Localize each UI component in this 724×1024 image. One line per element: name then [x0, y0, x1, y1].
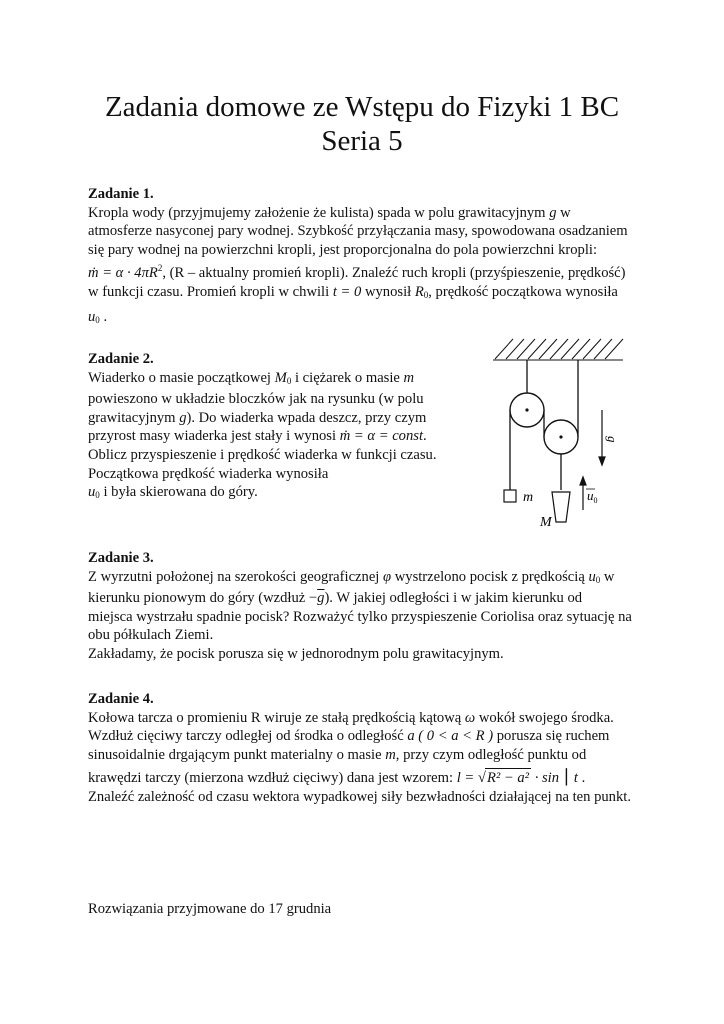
- ceiling: [493, 339, 623, 360]
- pulley-diagram: [490, 330, 640, 535]
- label-M: M: [540, 515, 552, 530]
- task-2-line: Początkowa prędkość wiaderka wynosiła: [88, 465, 329, 482]
- task-2: [88, 350, 468, 505]
- task-4-line: Wzdłuż cięciwy tarczy odległej od środka o odległość a ( 0 < a < R ) porusza się ruchem: [88, 728, 610, 745]
- task-3-line: Z wyrzutni położonej na szerokości geograficznej φ wystrzelono pocisk z prędkością $u_0$ w: [88, 568, 615, 585]
- task-2-heading: Zadanie 2.: [88, 351, 154, 367]
- weight-block: [504, 490, 516, 502]
- task-4-heading: Zadanie 4.: [88, 691, 154, 707]
- page-subtitle: Seria 5: [321, 125, 403, 157]
- task-2-line: Wiaderko o masie początkowej $M_0$ i ciężarek o masie m: [88, 369, 415, 386]
- task-1: [88, 185, 648, 329]
- task-2-line: grawitacyjnym g). Do wiaderka wpada deszcz, przy czym: [88, 409, 427, 426]
- task-1-line: $u_0$ .: [88, 308, 108, 325]
- velocity-arrow-icon: [580, 477, 586, 510]
- task-3: [88, 549, 658, 664]
- page-title: Zadania domowe ze Wstępu do Fizyki 1 BC: [104, 91, 620, 123]
- task-1-line: Kropla wody (przyjmujemy założenie że kulista) spada w polu grawitacyjnym g w: [88, 204, 571, 221]
- task-4-line: krawędzi tarczy (mierzona wzdłuż cięciwy) dana jest wzorem: l = √R² − a² · sin ⎮ t .: [88, 770, 586, 787]
- task-2-line: powieszono w układzie bloczków jak na rysunku (w polu: [88, 391, 424, 408]
- task-1-line: atmosferze nasyconej pary wodnej. Szybkość przyłączania masy, spowodowana osadzaniem: [88, 223, 628, 240]
- bucket: [552, 492, 570, 522]
- task-3-heading: Zadanie 3.: [88, 550, 154, 566]
- task-3-line: obu półkulach Ziemi.: [88, 627, 214, 644]
- task-3-line: miejsca wystrzału spadnie pocisk? Rozważyć tylko przyspieszenie Coriolisa oraz sytuację na: [88, 608, 632, 625]
- label-u0: $u_0$: [587, 488, 598, 505]
- formula-const: ṁ = α = const: [339, 428, 423, 445]
- task-2-line: przyrost masy wiaderka jest stały i wynosi ṁ = α = const.: [88, 428, 427, 445]
- task-4-line: Znaleźć zależność od czasu wektora wypadkowej siły bezwładności działającej na ten punkt.: [88, 788, 631, 805]
- task-1-line: się pary wodnej na powierzchni kropli, jest proporcjonalna do pola powierzchni kropli:: [88, 241, 598, 258]
- label-g: g: [605, 436, 620, 443]
- task-4-line: Kołowa tarcza o promieniu R wiruje ze stałą prędkością kątową ω wokół swojego środka.: [88, 709, 614, 726]
- formula-distance: l = √R² − a² · sin ⎮ t: [456, 770, 578, 787]
- task-1-line: w funkcji czasu. Promień kropli w chwili t = 0 wynosił $R_0$, prędkość początkowa wynosiła: [88, 283, 618, 300]
- task-4: [88, 690, 668, 807]
- task-1-heading: Zadanie 1.: [88, 186, 154, 202]
- task-3-line: Zakładamy, że pocisk porusza się w jednorodnym polu grawitacyjnym.: [88, 645, 504, 662]
- footer-note: Rozwiązania przyjmowane do 17 grudnia: [88, 901, 332, 917]
- task-4-line: sinusoidalnie drgającym punkt materialny o masie m, przy czym odległość punktu od: [88, 746, 587, 763]
- label-m: m: [523, 490, 534, 505]
- task-1-line: ṁ = $\alpha \cdot 4\pi R^2$, (R – aktualny promień kropli). Znaleźć ruch kropli (przyśpieszenie, prędkość): [88, 263, 626, 282]
- task-3-line: kierunku pionowym do góry (wzdłuż $-\overline{g}$). W jakiej odległości i w jakim kierunku od: [88, 590, 583, 607]
- gravity-arrow-icon: [599, 410, 605, 465]
- formula-mass-rate: ṁ = α · 4πR: [88, 265, 158, 282]
- task-2-line: Oblicz przyspieszenie i prędkość wiaderka w funkcji czasu.: [88, 446, 437, 463]
- task-2-line: $u_0$ i była skierowana do góry.: [88, 484, 258, 501]
